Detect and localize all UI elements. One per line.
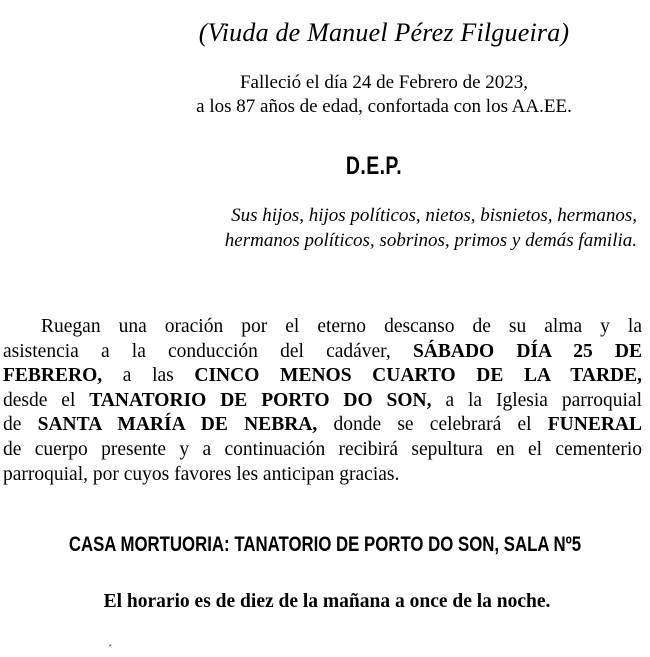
request-line-4: desde el TANATORIO DE PORTO DO SON, a la Iglesia parroquial [3, 389, 642, 411]
request-line-7: parroquial, por cuyos favores les anticipan gracias. [3, 463, 400, 485]
death-date-line: Falleció el día 24 de Febrero de 2023, [239, 72, 529, 93]
family-line-1: Sus hijos, hijos políticos, nietos, bisnietos, hermanos, [231, 205, 637, 226]
funeral-time: CINCO MENOS CUARTO DE LA TARDE, [194, 365, 642, 387]
funeral-day: SÁBADO DÍA 25 DE [412, 340, 642, 362]
opening-hours: El horario es de diez de la mañana a once de la noche. [103, 591, 551, 612]
death-age-line: a los 87 años de edad, confortada con los AA.EE. [196, 96, 572, 117]
request-line-2: asistencia a la conducción del cadáver, SÁBADO DÍA 25 DE [3, 340, 642, 362]
family-list [37, 203, 637, 253]
church-name: SANTA MARÍA DE NEBRA, [37, 414, 318, 436]
funeral-request-paragraph [3, 315, 642, 487]
request-line-3: FEBRERO, a las CINCO MENOS CUARTO DE LA TARDE, [3, 365, 642, 387]
request-line-5: de SANTA MARÍA DE NEBRA, donde se celebrará el FUNERAL [3, 414, 643, 436]
family-line-2: hermanos políticos, sobrinos, primos y demás familia. [224, 230, 637, 251]
death-info [0, 71, 650, 119]
cut-off-text-fragment: ´ [108, 642, 112, 656]
casa-mortuoria-heading: CASA MORTUORIA: TANATORIO DE PORTO DO SON, SALA Nº5 [68, 533, 582, 556]
dep-heading: D.E.P. [345, 152, 403, 180]
departure-place: TANATORIO DE PORTO DO SON, [89, 389, 432, 411]
funeral-word: FUNERAL [547, 414, 643, 436]
request-line-1: Ruegan una oración por el eterno descanso de su alma y la [41, 316, 642, 337]
funeral-month: FEBRERO, [3, 365, 103, 387]
widow-of-line: (Viuda de Manuel Pérez Filgueira) [198, 18, 570, 47]
request-line-6: de cuerpo presente y a continuación recibirá sepultura en el cementerio [3, 438, 642, 460]
